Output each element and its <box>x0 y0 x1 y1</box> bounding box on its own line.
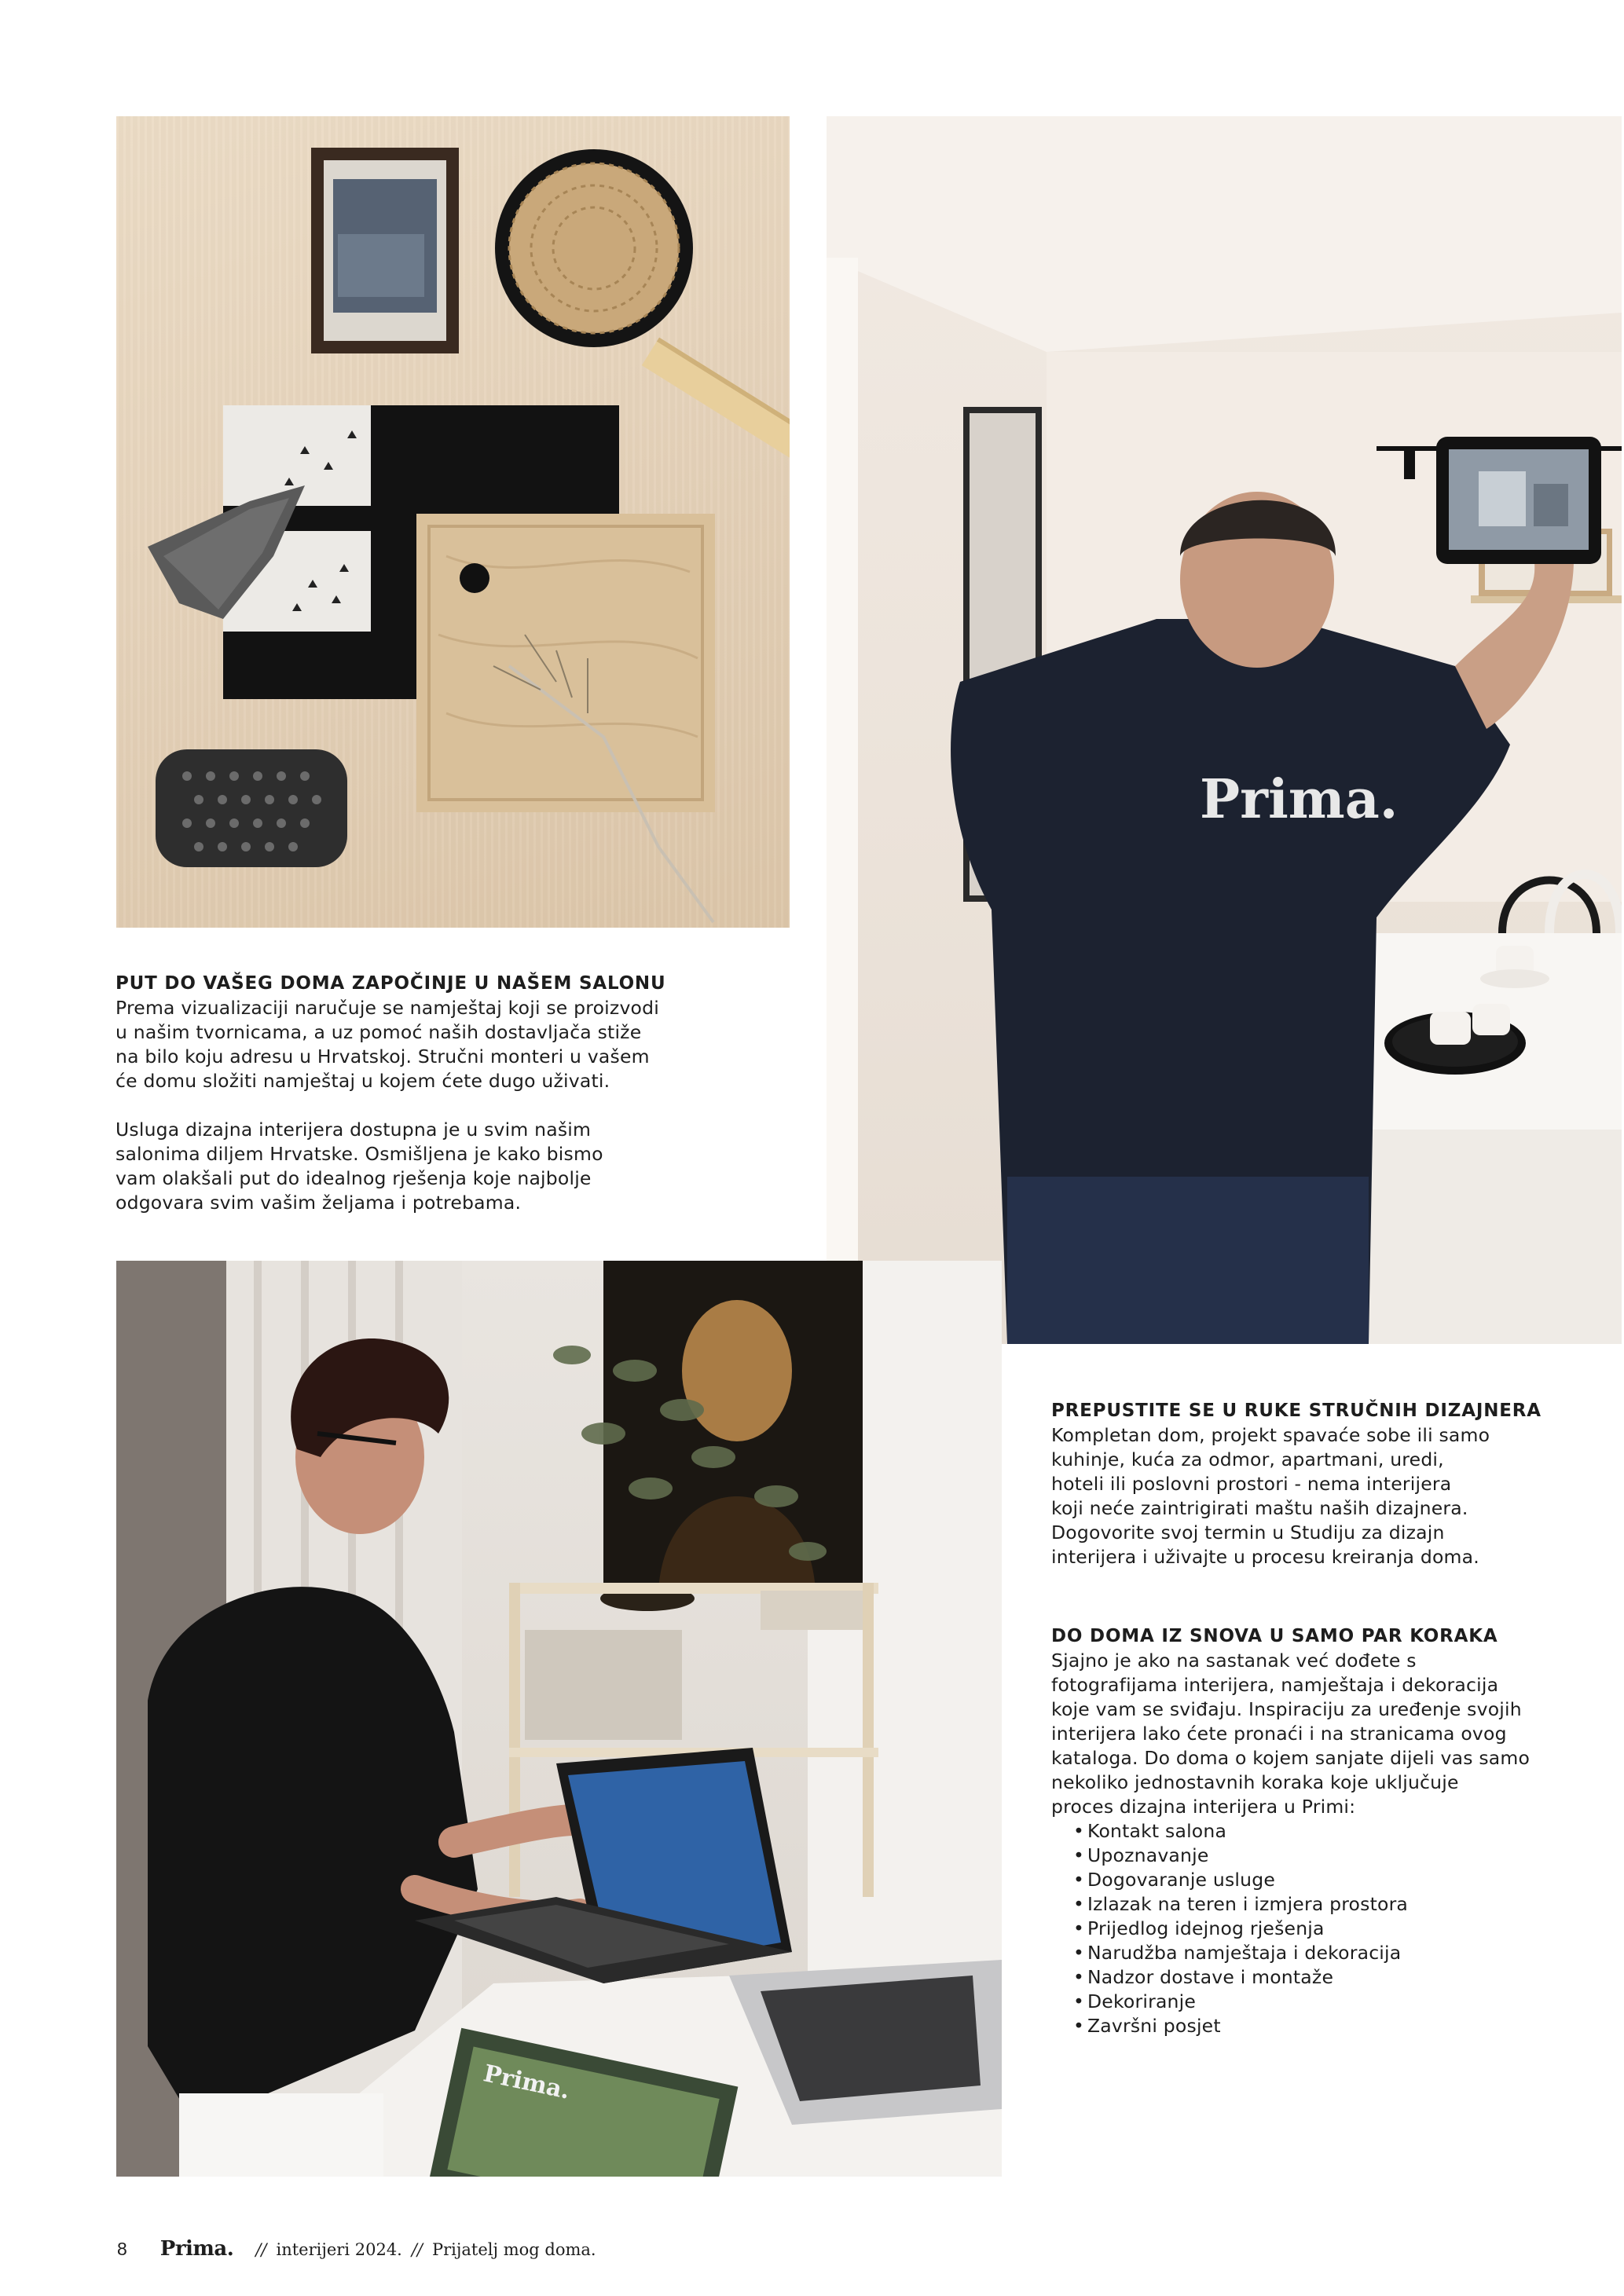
step-item: • Prijedlog idejnog rješenja <box>1073 1917 1601 1941</box>
step-item: • Nadzor dostave i montaže <box>1073 1965 1601 1990</box>
designers-paragraph: Kompletan dom, projekt spavaće sobe ili samo kuhinje, kuća za odmor, apartmani, uredi, hoteli ili poslovni prostori - nema interijera koji neće zaintrigirati maštu naših dizajnera. Dogovorite svoj termin u Studiju za dizajn interijera i uživajte u procesu kreiranja doma. <box>1051 1424 1490 1568</box>
steps-section <box>1051 1624 1601 2038</box>
salon-section <box>115 972 807 1215</box>
step-item: • Upoznavanje <box>1073 1844 1601 1868</box>
salon-heading: PUT DO VAŠEG DOMA ZAPOČINJE U NAŠEM SALONU <box>115 973 666 994</box>
footer-slogan: Prijatelj mog doma. <box>432 2240 596 2259</box>
steps-paragraph: Sjajno je ako na sastanak već dođete s fotografijama interijera, namještaja i dekoracija koje vam se sviđaju. Inspiraciju za uređenje svojih interijera lako ćete pronaći i na stranicama ovog kataloga. Do doma o kojem sanjate dijeli vas samo nekoliko jednostavnih koraka koje uključuje proces dizajna interijera u Primi: <box>1051 1650 1531 1818</box>
step-item: • Kontakt salona <box>1073 1819 1601 1844</box>
salon-paragraph-1: Prema vizualizaciji naručuje se namještaj koji se proizvodi u našim tvornicama, a uz pomoć naših dostavljača stiže na bilo koju adresu u Hrvatskoj. Stručni monteri u vašem će domu složiti namještaj u kojem ćete dugo uživati. <box>115 997 659 1092</box>
step-item: • Završni posjet <box>1073 2014 1601 2038</box>
moodboard-photo <box>116 116 790 928</box>
footer-separator: // <box>411 2240 423 2259</box>
laptop-scene-illustration <box>116 1261 1002 2177</box>
tablet-scene-illustration <box>827 116 1622 1344</box>
page-footer <box>117 2237 596 2265</box>
designer-tablet-photo <box>827 116 1622 1344</box>
salon-paragraph-2: Usluga dizajna interijera dostupna je u svim našim salonima diljem Hrvatske. Osmišljena je kako bismo vam olakšali put do idealnog rješenja koje najbolje odgovara svim vašim željama i potrebama. <box>115 1119 603 1214</box>
footer-separator: // <box>255 2240 267 2259</box>
designers-heading: PREPUSTITE SE U RUKE STRUČNIH DIZAJNERA <box>1051 1401 1542 1421</box>
designers-section <box>1051 1399 1601 1569</box>
wooden-ruler <box>642 338 790 461</box>
oak-sample-board <box>416 514 715 812</box>
steps-heading: DO DOMA IZ SNOVA U SAMO PAR KORAKA <box>1051 1626 1498 1646</box>
catalog-brand-text: Prima. <box>481 2060 573 2105</box>
shirt-logo-text: Prima. <box>1200 768 1399 831</box>
step-item: • Narudžba namještaja i dekoracija <box>1073 1941 1601 1965</box>
moodboard-illustration <box>116 116 790 928</box>
paper-sheet <box>179 2093 383 2177</box>
footer-brand-logo: Prima. <box>159 2237 234 2261</box>
designer-laptop-photo <box>116 1261 1002 2177</box>
rolled-cushion <box>156 749 347 867</box>
steps-list <box>1051 1819 1601 2038</box>
coffee-cup <box>1430 1012 1471 1045</box>
man-jeans <box>1007 1177 1369 1344</box>
magazine-stack <box>525 1630 682 1740</box>
step-item: • Izlazak na teren i izmjera prostora <box>1073 1892 1601 1917</box>
page-number: 8 <box>117 2239 127 2259</box>
step-item: • Dekoriranje <box>1073 1990 1601 2014</box>
footer-catalog-title: interijeri 2024. <box>276 2240 402 2259</box>
step-item: • Dogovaranje usluge <box>1073 1868 1601 1892</box>
